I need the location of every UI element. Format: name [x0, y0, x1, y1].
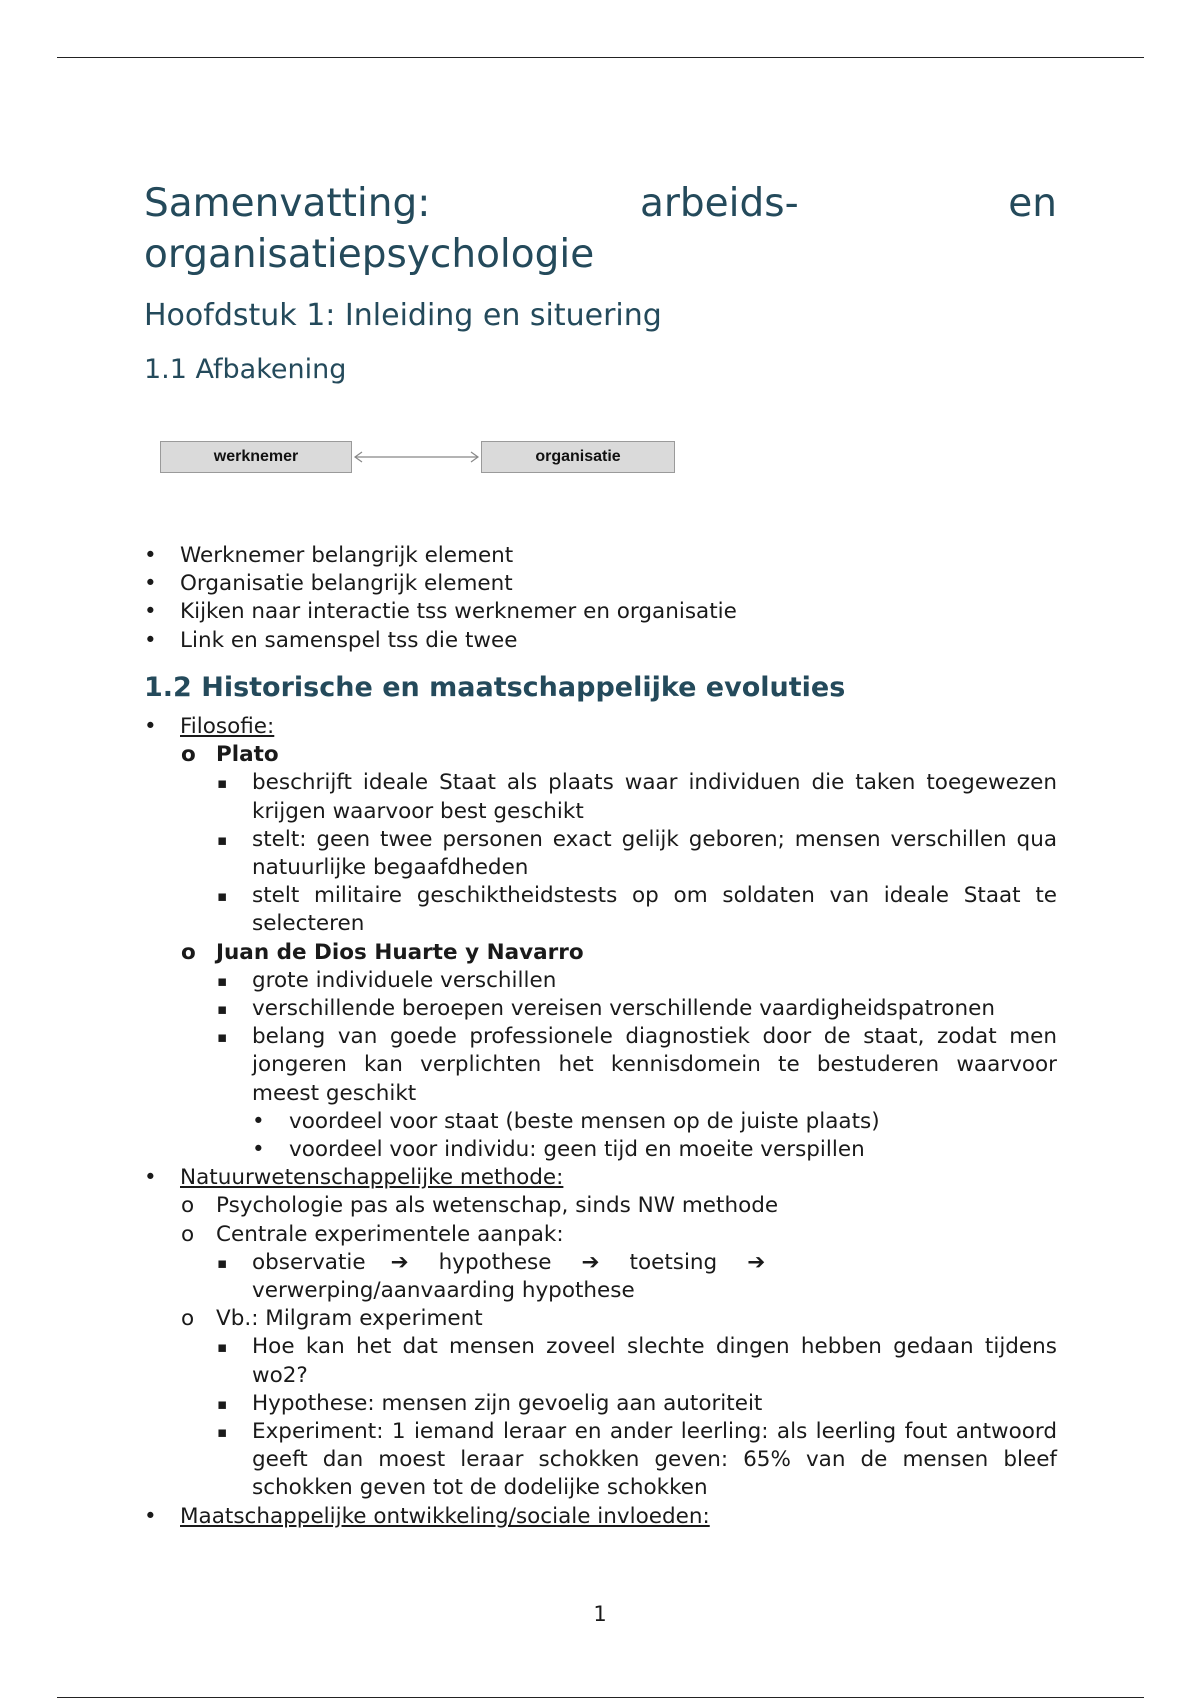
- square-bullet-icon: ▪: [217, 1338, 228, 1357]
- section-heading-evoluties: 1.2 Historische en maatschappelijke evoluties: [144, 672, 846, 703]
- arrow-right-icon: ➔: [390, 1249, 409, 1275]
- arrow-right-icon: ➔: [747, 1249, 766, 1275]
- diagram-box-organisatie: organisatie: [481, 441, 675, 473]
- bullet-icon: •: [144, 1165, 157, 1191]
- bullet-icon: •: [252, 1137, 265, 1163]
- circle-bullet-icon: o: [181, 939, 196, 965]
- bullet-icon: •: [144, 543, 157, 568]
- arrow-right-icon: ➔: [581, 1249, 600, 1275]
- square-bullet-icon: ▪: [217, 887, 228, 906]
- square-bullet-icon: ▪: [217, 1394, 228, 1413]
- footer-rule: [57, 1697, 1144, 1698]
- list-item-huarte: o Juan de Dios Huarte y Navarro: [144, 939, 1057, 967]
- bullet-icon: •: [144, 627, 157, 653]
- list-item: ▪ stelt: geen twee personen exact gelijk geboren; mensen verschillen qua natuurlijke begaafdheden: [217, 826, 1057, 881]
- title-word-3: en: [1008, 181, 1057, 226]
- diagram-box-werknemer: werknemer: [160, 441, 352, 473]
- list-item: o Psychologie pas als wetenschap, sinds NW methode: [144, 1192, 1057, 1220]
- list-item: • voordeel voor individu: geen tijd en moeite verspillen: [144, 1136, 1057, 1164]
- square-bullet-icon: ▪: [217, 1253, 228, 1272]
- list-item: ▪ verschillende beroepen vereisen verschillende vaardigheidspatronen: [144, 995, 1057, 1023]
- section-heading-afbakening: 1.1 Afbakening: [144, 354, 347, 385]
- square-bullet-icon: ▪: [217, 1423, 228, 1442]
- bullet-icon: •: [144, 714, 157, 739]
- header-rule: [57, 57, 1144, 58]
- square-bullet-icon: ▪: [217, 830, 228, 849]
- list-item: ▪ Hypothese: mensen zijn gevoelig aan autoriteit: [144, 1390, 1057, 1418]
- page-number: 1: [593, 1602, 607, 1626]
- bullet-icon: •: [144, 571, 157, 597]
- circle-bullet-icon: o: [181, 1221, 195, 1247]
- square-bullet-icon: ▪: [217, 1000, 228, 1019]
- square-bullet-icon: ▪: [217, 774, 228, 793]
- title-word-2: arbeids-: [639, 181, 799, 226]
- list-item: ▪ Experiment: 1 iemand leraar en ander leerling: als leerling fout antwoord geeft dan moest leraar schokken geven: 65% van de mensen bleef schokken geven tot de dodelijke schokken: [217, 1419, 1057, 1501]
- square-bullet-icon: ▪: [217, 971, 228, 990]
- square-bullet-icon: ▪: [217, 1028, 228, 1047]
- list-item: ▪ stelt militaire geschiktheidstests op om soldaten van ideale Staat te selecteren: [217, 883, 1057, 937]
- circle-bullet-icon: o: [181, 1306, 195, 1332]
- list-item-nw-methode: • Natuurwetenschappelijke methode:: [144, 1164, 1057, 1192]
- bullet-icon: •: [144, 1503, 157, 1529]
- list-item: • Werknemer belangrijk element: [144, 542, 1057, 570]
- evoluties-list: [144, 713, 1057, 1531]
- circle-bullet-icon: o: [181, 1193, 195, 1219]
- title-line-2: organisatiepsychologie: [144, 232, 595, 277]
- afbakening-bullet-list: [144, 542, 1057, 655]
- title-word-1: Samenvatting:: [144, 181, 431, 226]
- list-item-filosofie: • Filosofie:: [144, 713, 1057, 741]
- double-arrow-icon: [352, 447, 481, 467]
- list-item: ▪ grote individuele verschillen: [144, 967, 1057, 995]
- list-item: ▪ Hoe kan het dat mensen zoveel slechte dingen hebben gedaan tijdens wo2?: [217, 1334, 1057, 1388]
- list-item: o Vb.: Milgram experiment: [144, 1305, 1057, 1333]
- list-item: • Link en samenspel tss die twee: [144, 627, 1057, 655]
- bullet-icon: •: [144, 599, 157, 625]
- list-item: o Centrale experimentele aanpak:: [144, 1221, 1057, 1249]
- bullet-icon: •: [252, 1108, 265, 1134]
- chapter-heading: Hoofdstuk 1: Inleiding en situering: [144, 298, 662, 333]
- list-item: • Organisatie belangrijk element: [144, 570, 1057, 598]
- list-item: ▪ belang van goede professionele diagnostiek door de staat, zodat men jongeren kan verplichten het kennisdomein te bestuderen waarvoor meest geschikt: [217, 1024, 1057, 1106]
- document-title: [144, 178, 1057, 280]
- list-item: • Kijken naar interactie tss werknemer en organisatie: [144, 598, 1057, 626]
- list-item-plato: o Plato: [144, 741, 1057, 769]
- list-item-steps: ▪ observatie ➔ hypothese ➔ toetsing ➔verwerping/aanvaarding hypothese: [217, 1249, 766, 1304]
- list-item: ▪ beschrijft ideale Staat als plaats waar individuen die taken toegewezen krijgen waarvoor best geschikt: [217, 770, 1057, 824]
- list-item-maatschappelijk: • Maatschappelijke ontwikkeling/sociale invloeden:: [144, 1503, 1057, 1531]
- list-item: • voordeel voor staat (beste mensen op de juiste plaats): [144, 1108, 1057, 1136]
- circle-bullet-icon: o: [181, 742, 196, 768]
